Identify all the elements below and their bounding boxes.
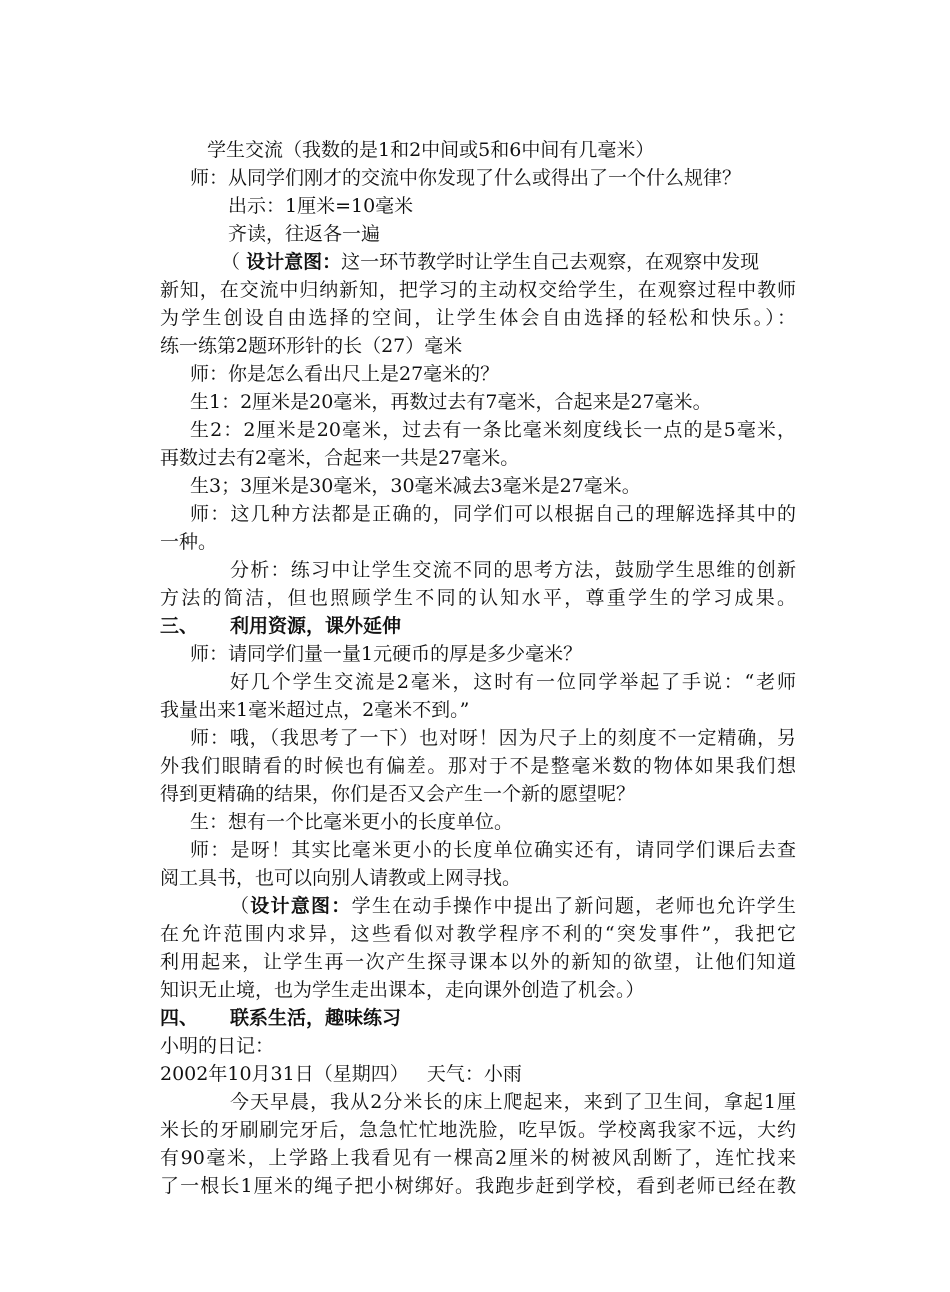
design-intent-text: 学生在动手操作中提出了新问题，老师也允许学生 xyxy=(351,895,796,917)
paragraph-line: 师：请同学们量一量1元硬币的厚是多少毫米？ xyxy=(190,643,583,665)
design-intent-text: 这一环节教学时让学生自己去观察，在观察中发现 xyxy=(341,251,760,273)
paragraph-line: 练一练第2题环形针的长（27）毫米 xyxy=(160,335,463,357)
analysis-line: 方法的简洁，但也照顾学生不同的认知水平，尊重学生的学习成果。 xyxy=(160,587,796,609)
paragraph-line: 生2：2厘米是20毫米，过去有一条比毫米刻度线长一点的是5毫米， xyxy=(190,419,796,441)
paragraph-line: 新知，在交流中归纳新知，把学习的主动权交给学生，在观察过程中教师 xyxy=(160,279,796,301)
paragraph-line: 好几个学生交流是2毫米，这时有一位同学举起了手说：“老师 xyxy=(230,671,796,693)
diary-line: 今天早晨，我从2分米长的床上爬起来，来到了卫生间，拿起1厘 xyxy=(230,1091,796,1113)
design-intent-line xyxy=(221,248,759,276)
analysis-line: 分析：练习中让学生交流不同的思考方法，鼓励学生思维的创新 xyxy=(230,559,796,581)
paragraph-line: 阅工具书，也可以向别人请教或上网寻找。 xyxy=(160,867,522,889)
design-intent-line xyxy=(230,892,796,920)
paragraph-line: 师：你是怎么看出尺上是27毫米的？ xyxy=(190,363,500,385)
design-intent-label: 设计意图： xyxy=(250,895,352,917)
diary-date-weather: 2002年10月31日（星期四） 天气：小雨 xyxy=(160,1063,522,1085)
open-paren: （ xyxy=(230,895,251,917)
paragraph-line: 生1：2厘米是20毫米，再数过去有7毫米，合起来是27毫米。 xyxy=(190,391,712,413)
paragraph-line: 知识无止境，也为学生走出课本，走向课外创造了机会。） xyxy=(160,979,645,1001)
diary-line: 米长的牙刷刷完牙后，急急忙忙地洗脸，吃早饭。学校离我家不远，大约 xyxy=(160,1119,796,1141)
paragraph-line: 生：想有一个比毫米更小的长度单位。 xyxy=(190,811,514,833)
paragraph-line: 为学生创设自由选择的空间，让学生体会自由选择的轻松和快乐。）： xyxy=(160,307,796,329)
heading-number: 三、 xyxy=(160,615,199,637)
paragraph-line: 生3；3厘米是30毫米，30毫米减去3毫米是27毫米。 xyxy=(190,475,641,497)
paragraph-line: 出示：1厘米=10毫米 xyxy=(228,195,414,217)
heading-text: 联系生活，趣味练习 xyxy=(230,1007,402,1029)
heading-text: 利用资源，课外延伸 xyxy=(230,615,402,637)
paragraph-line: 利用起来，让学生再一次产生探寻课本以外的新知的欲望，让他们知道 xyxy=(160,951,796,973)
paragraph-line: 师：哦，（我思考了一下）也对呀！因为尺子上的刻度不一定精确，另 xyxy=(190,727,796,749)
paragraph-line: 齐读，往返各一遍 xyxy=(228,223,381,245)
diary-line: 有90毫米，上学路上我看见有一棵高2厘米的树被风刮断了，连忙找来 xyxy=(160,1147,796,1169)
paragraph-line: 一种。 xyxy=(160,531,218,553)
open-paren: （ xyxy=(221,251,241,273)
section-heading-3 xyxy=(160,612,401,640)
design-intent-label: 设计意图： xyxy=(246,251,342,273)
paragraph-line: 学生交流（我数的是1和2中间或5和6中间有几毫米） xyxy=(207,139,655,161)
paragraph-line: 得到更精确的结果，你们是否又会产生一个新的愿望呢？ xyxy=(160,783,636,805)
paragraph-line: 外我们眼睛看的时候也有偏差。那对于不是整毫米数的物体如果我们想 xyxy=(160,755,796,777)
paragraph-line: 师：从同学们刚才的交流中你发现了什么或得出了一个什么规律？ xyxy=(190,167,742,189)
paragraph-line: 我量出来1毫米超过点，2毫米不到。” xyxy=(160,699,470,721)
paragraph-line: 师：这几种方法都是正确的，同学们可以根据自己的理解选择其中的 xyxy=(190,503,796,525)
section-heading-4 xyxy=(160,1004,401,1032)
diary-title: 小明的日记： xyxy=(160,1035,275,1057)
diary-line: 了一根长1厘米的绳子把小树绑好。我跑步赶到学校，看到老师已经在教 xyxy=(160,1175,796,1197)
paragraph-line: 师：是呀！其实比毫米更小的长度单位确实还有，请同学们课后去查 xyxy=(190,839,796,861)
paragraph-line: 再数过去有2毫米，合起来一共是27毫米。 xyxy=(160,447,520,469)
paragraph-line: 在允许范围内求异，这些看似对教学程序不利的“突发事件”，我把它 xyxy=(160,923,796,945)
heading-number: 四、 xyxy=(160,1007,199,1029)
